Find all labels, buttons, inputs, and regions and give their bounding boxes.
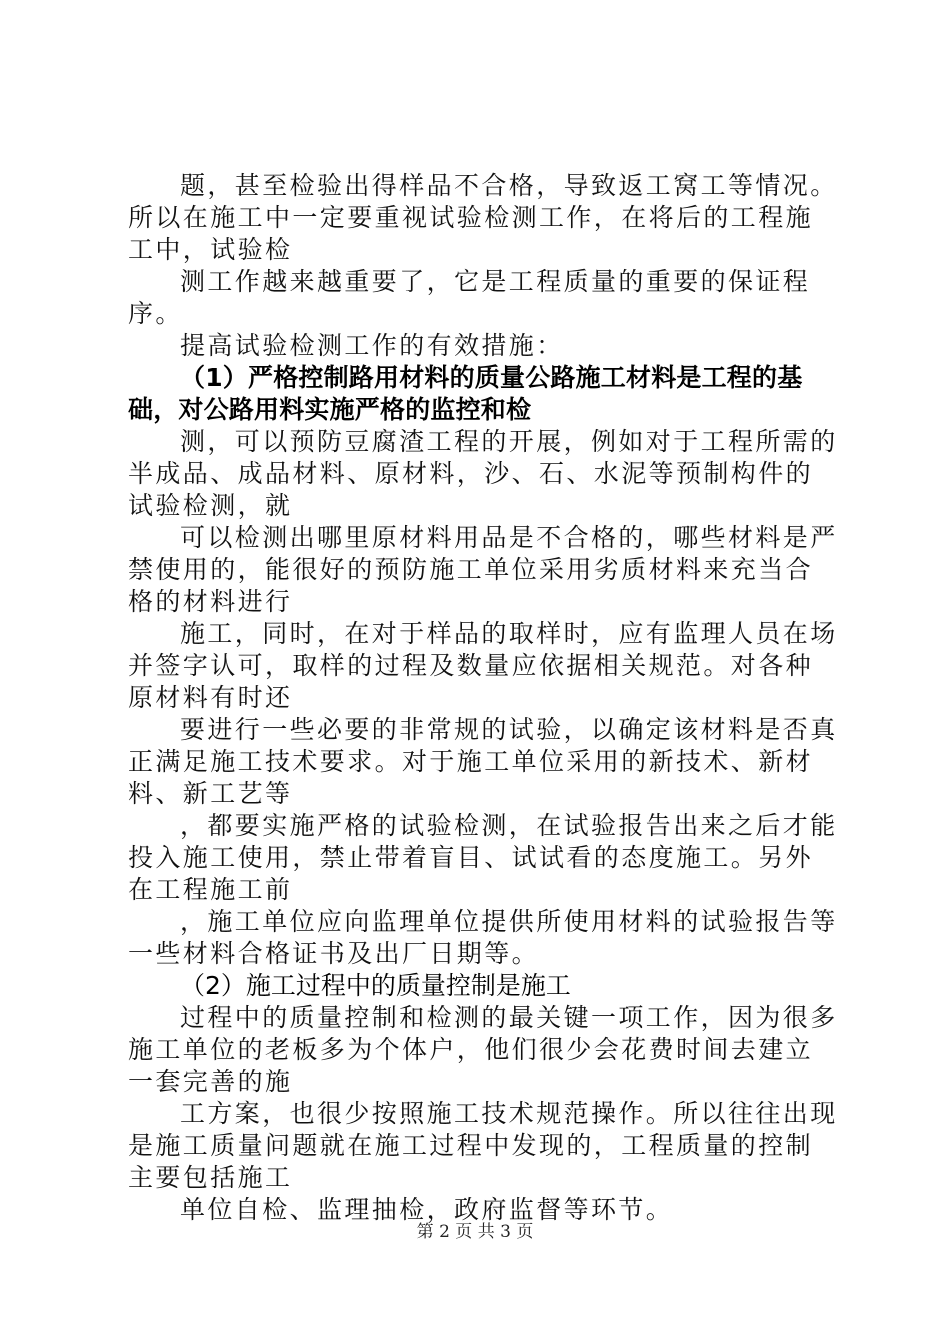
paragraph-7: 要进行一些必要的非常规的试验，以确定该材料是否真正满足施工技术要求。对于施工单位采用的新技术、新材料、新工艺等 — [128, 715, 838, 808]
paragraph-11: 工方案，也很少按照施工技术规范操作。所以往往出现是施工质量问题就在施工过程中发现的，工程质量的控制主要包括施工 — [128, 1099, 838, 1192]
paragraph-12: 单位自检、监理抽检，政府监督等环节。 — [180, 1195, 674, 1224]
paragraph-1: 题，甚至检验出得样品不合格，导致返工窝工等情况。所以在施工中一定要重视试验检测工作，在将后的工程施工中，试验检 — [128, 171, 838, 264]
paragraph-6: 施工，同时，在对于样品的取样时，应有监理人员在场并签字认可，取样的过程及数量应依据相关规范。对各种原材料有时还 — [128, 619, 838, 712]
page-number-footer: 第 2 页 共 3 页 — [416, 1222, 534, 1242]
document-body — [128, 170, 838, 1226]
paragraph-8: ，都要实施严格的试验检测，在试验报告出来之后才能投入施工使用，禁止带着盲目、试试看的态度施工。另外在工程施工前 — [128, 811, 838, 904]
paragraph-2: 测工作越来越重要了，它是工程质量的重要的保证程序。 — [128, 267, 811, 328]
section-heading-1: （1）严格控制路用材料的质量公路施工材料是工程的基础，对公路用料实施严格的监控和检 — [128, 363, 803, 424]
section-heading-2: （2）施工过程中的质量控制是施工 — [180, 971, 571, 1000]
paragraph-3: 提高试验检测工作的有效措施： — [180, 331, 564, 360]
paragraph-4: 测，可以预防豆腐渣工程的开展，例如对于工程所需的半成品、成品材料、原材料，沙、石、水泥等预制构件的试验检测，就 — [128, 427, 838, 520]
paragraph-10: 过程中的质量控制和检测的最关键一项工作，因为很多施工单位的老板多为个体户，他们很少会花费时间去建立一套完善的施 — [128, 1003, 838, 1096]
paragraph-9: ，施工单位应向监理单位提供所使用材料的试验报告等一些材料合格证书及出厂日期等。 — [128, 907, 838, 968]
paragraph-5: 可以检测出哪里原材料用品是不合格的，哪些材料是严禁使用的，能很好的预防施工单位采用劣质材料来充当合格的材料进行 — [128, 523, 838, 616]
